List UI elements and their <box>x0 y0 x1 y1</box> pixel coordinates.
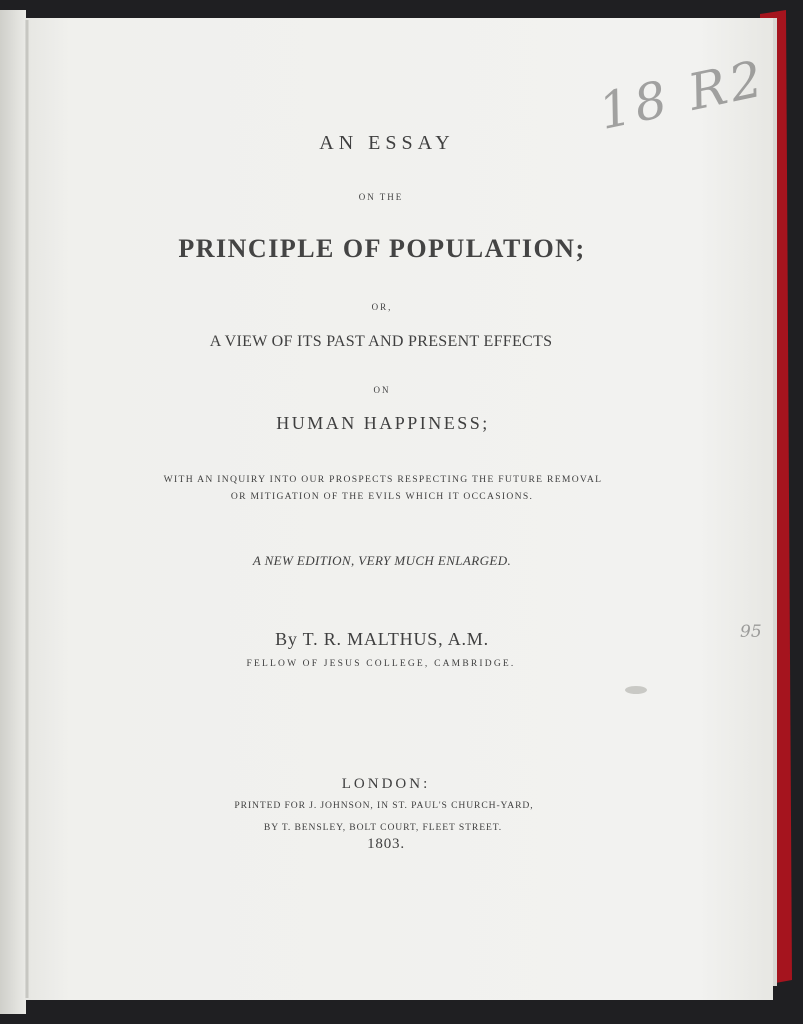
imprint-year: 1803. <box>367 836 405 852</box>
author-line: By T. R. MALTHUS, A.M. <box>275 629 489 649</box>
title-an-essay: AN ESSAY <box>319 132 455 154</box>
printer-line-1: PRINTED FOR J. JOHNSON, IN ST. PAUL'S CHURCH-YARD, <box>234 800 534 811</box>
title-happiness: HUMAN HAPPINESS; <box>276 413 490 433</box>
edition-note: A NEW EDITION, VERY MUCH ENLARGED. <box>252 553 512 568</box>
title-on-the: ON THE <box>358 192 404 202</box>
printer-line-2: BY T. BENSLEY, BOLT COURT, FLEET STREET. <box>263 822 503 833</box>
inquiry-line-1: WITH AN INQUIRY INTO OUR PROSPECTS RESPECTING THE FUTURE REMOVAL <box>163 474 603 485</box>
left-facing-page <box>0 10 26 1014</box>
subtitle: A VIEW OF ITS PAST AND PRESENT EFFECTS <box>209 333 553 350</box>
imprint-place: LONDON: <box>341 776 431 792</box>
main-title: PRINCIPLE OF POPULATION; <box>178 234 586 263</box>
paper-stain <box>625 686 647 694</box>
title-or: OR, <box>371 302 393 312</box>
author-affiliation: FELLOW OF JESUS COLLEGE, CAMBRIDGE. <box>246 659 516 669</box>
handwritten-shelfmark: 18 R2 <box>593 49 772 141</box>
title-on: ON <box>373 385 391 395</box>
margin-pencil-mark: 95 <box>740 622 762 642</box>
inquiry-line-2: OR MITIGATION OF THE EVILS WHICH IT OCCASIONS. <box>230 491 534 502</box>
